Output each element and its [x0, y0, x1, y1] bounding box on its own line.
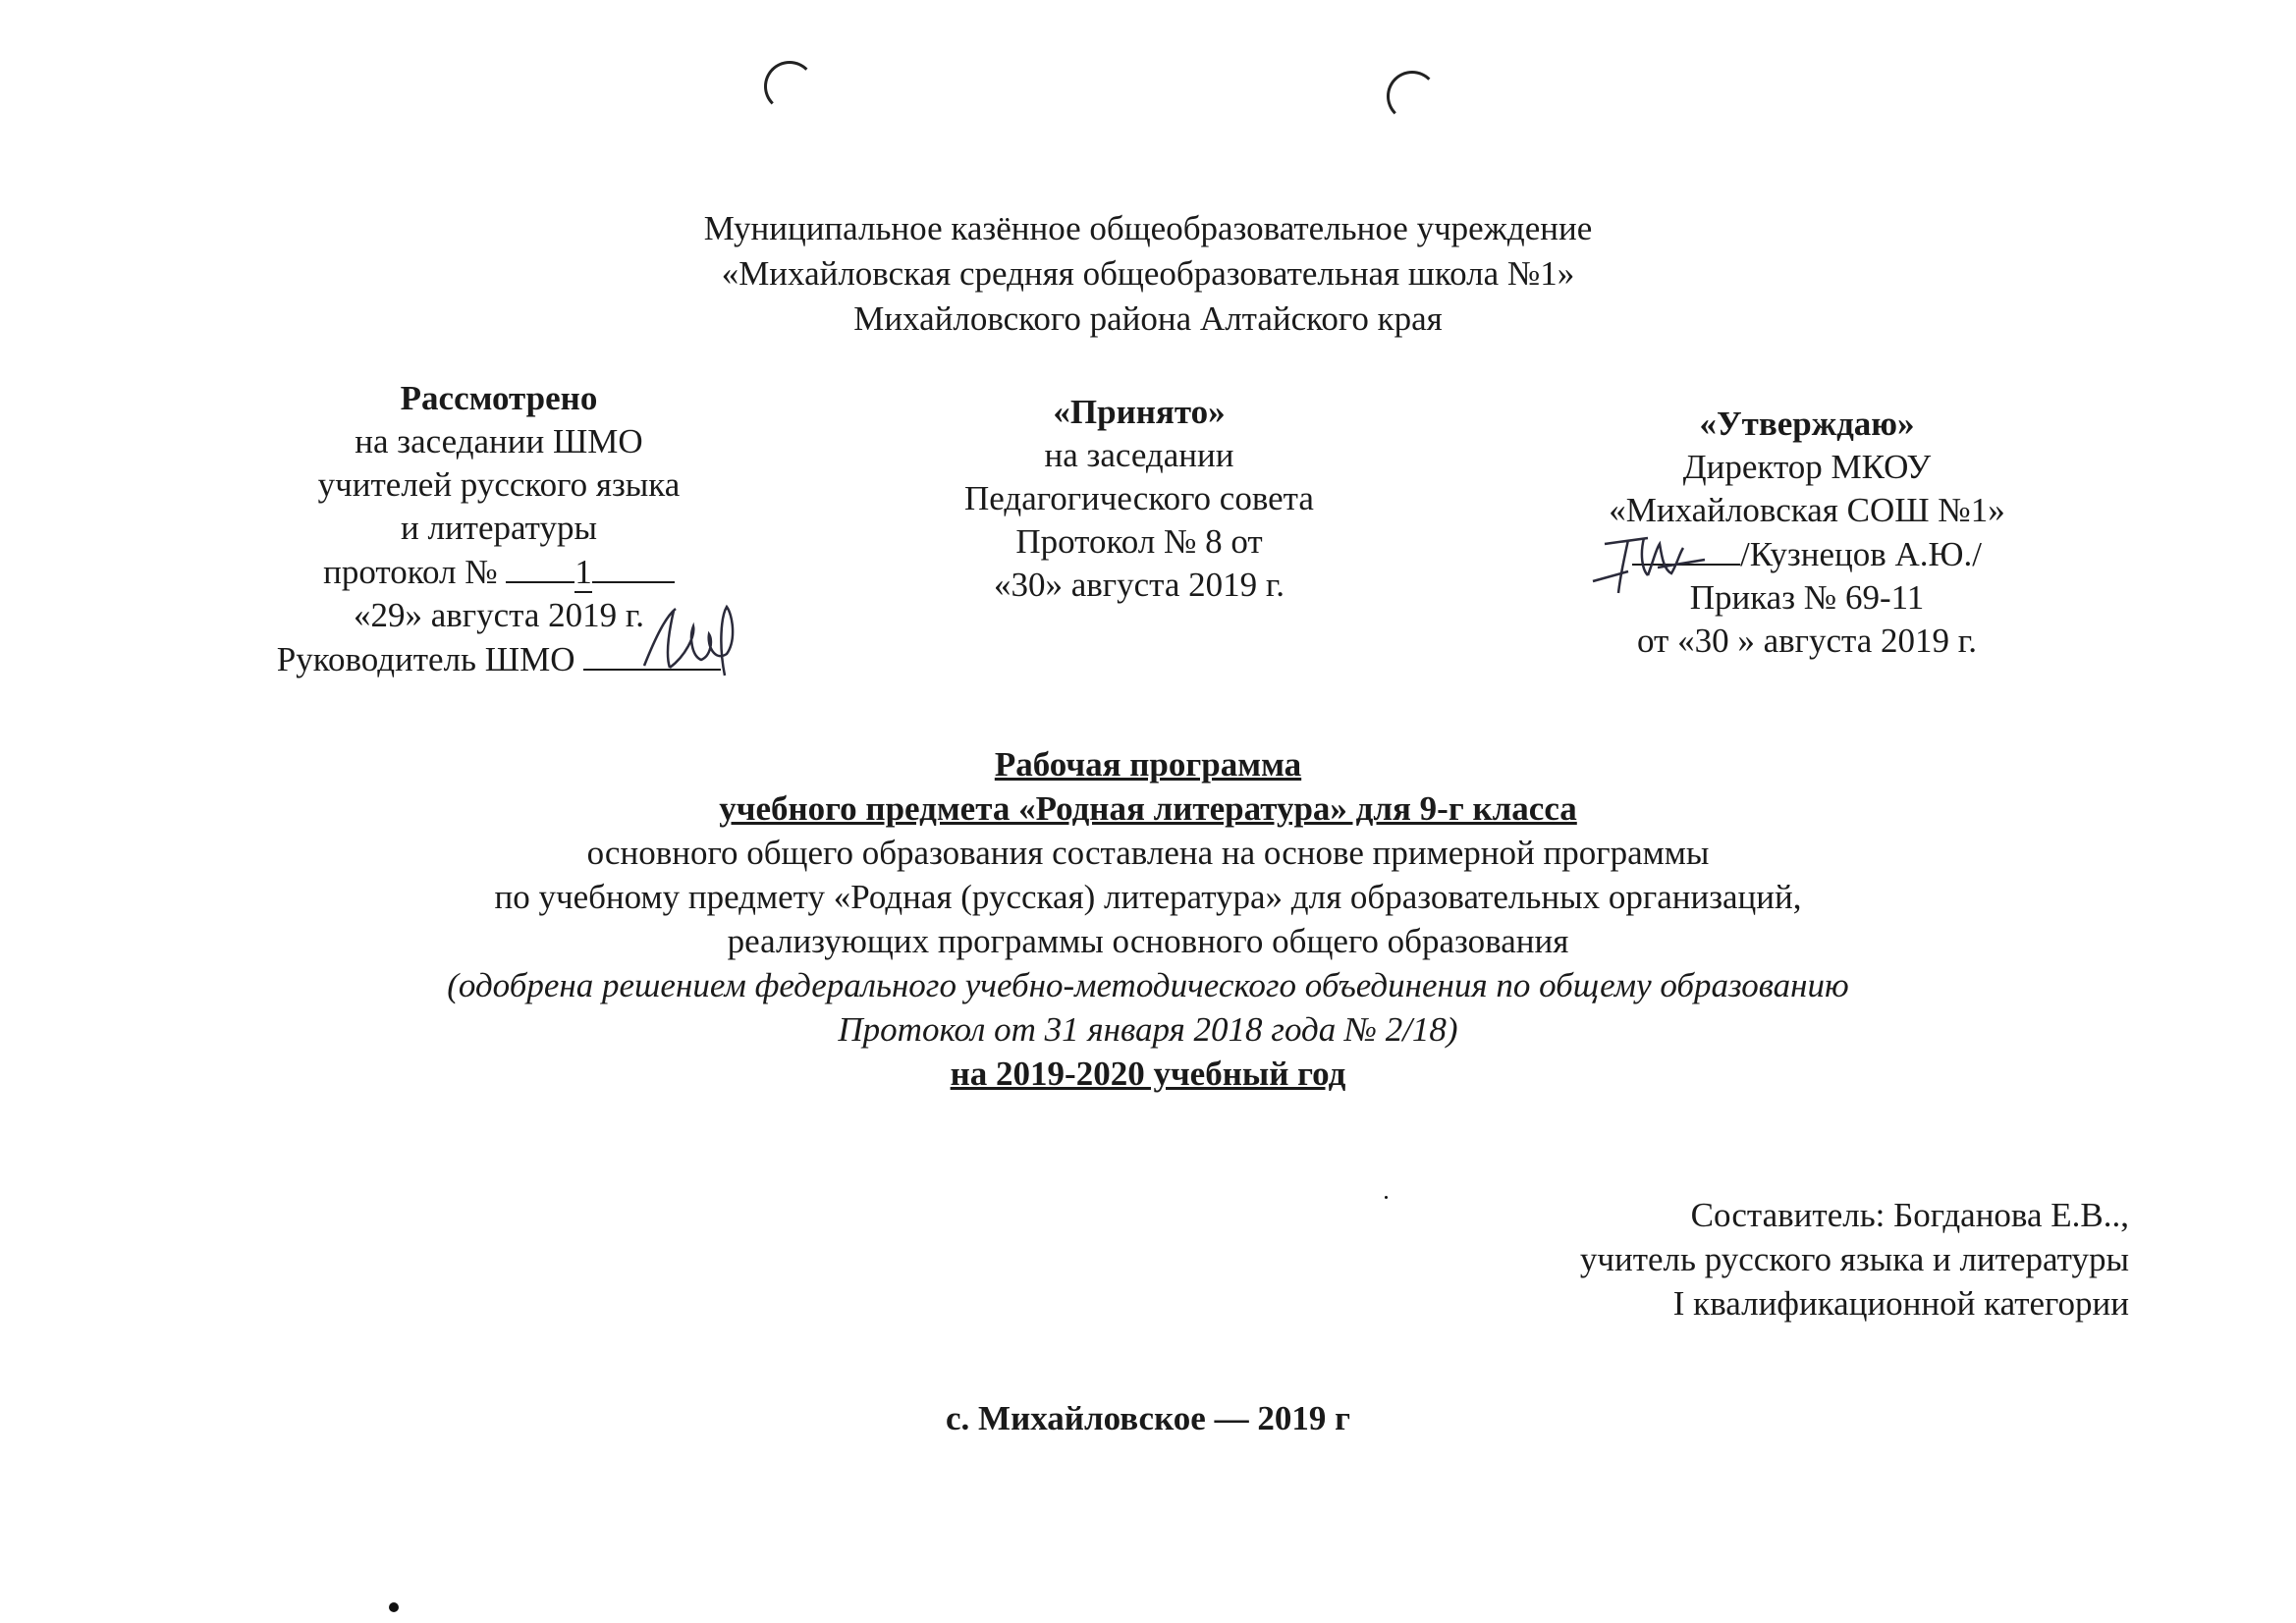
author-block — [1580, 1193, 2129, 1325]
reviewed-line-1: на заседании ШМО — [355, 422, 643, 460]
punch-hole-left — [764, 61, 815, 112]
protocol-blank-before — [506, 550, 574, 583]
program-basis-line-2: по учебному предмету «Родная (русская) литература» для образовательных организаций, — [494, 878, 1802, 916]
program-academic-year: на 2019-2020 учебный год — [950, 1055, 1346, 1093]
reviewed-line-3: и литературы — [401, 509, 597, 547]
protocol-blank-after — [592, 550, 675, 583]
approved-director-line — [1532, 532, 2082, 576]
program-title-block — [0, 742, 2296, 1096]
punch-hole-right — [1387, 71, 1438, 122]
protocol-prefix: протокол № — [323, 553, 498, 591]
institution-name: «Михайловская средняя общеобразовательная школа №1» — [721, 254, 1575, 293]
accepted-line-1: на заседании — [1044, 436, 1234, 474]
accepted-line-3: Протокол № 8 от — [1015, 522, 1263, 561]
approved-line-1: Директор МКОУ — [1682, 448, 1932, 486]
institution-header — [0, 206, 2296, 342]
accepted-heading: «Принято» — [1053, 393, 1226, 431]
approved-line-2: «Михайловская СОШ №1» — [1609, 491, 2005, 529]
author-name: Составитель: Богданова Е.В.., — [1690, 1196, 2129, 1234]
reviewed-head-signature-line — [224, 637, 774, 681]
program-title: Рабочая программа — [994, 745, 1302, 784]
institution-type: Муниципальное казённое общеобразовательное учреждение — [703, 209, 1593, 247]
author-position: учитель русского языка и литературы — [1579, 1240, 2129, 1278]
reviewed-line-2: учителей русского языка — [317, 465, 681, 504]
program-basis-line-3: реализующих программы основного общего образования — [727, 922, 1569, 960]
approved-order: Приказ № 69-11 — [1689, 578, 1925, 617]
accepted-line-4: «30» августа 2019 г. — [993, 566, 1285, 604]
protocol-number: 1 — [574, 553, 592, 591]
head-signature-blank — [583, 637, 721, 671]
program-subject: учебного предмета «Родная литература» для 9-г класса — [719, 789, 1577, 828]
director-name: /Кузнецов А.Ю./ — [1739, 535, 1982, 573]
institution-district: Михайловского района Алтайского края — [853, 299, 1443, 338]
place-year: с. Михайловское — 2019 г — [946, 1399, 1350, 1437]
reviewed-protocol — [224, 550, 774, 594]
approved-heading: «Утверждаю» — [1699, 405, 1915, 443]
stray-dot-mark — [1385, 1196, 1388, 1199]
stray-dot-bottom — [389, 1602, 399, 1612]
program-basis-line-1: основного общего образования составлена на основе примерной программы — [586, 834, 1710, 872]
approved-order-date: от «30 » августа 2019 г. — [1637, 622, 1977, 660]
approved-block — [1532, 403, 2082, 663]
reviewed-date: «29» августа 2019 г. — [353, 596, 645, 634]
program-approval-note: (одобрена решением федерального учебно-методического объединения по общему образованию — [447, 966, 1849, 1004]
head-label: Руководитель ШМО — [276, 640, 575, 678]
accepted-block — [884, 391, 1394, 607]
reviewed-heading: Рассмотрено — [400, 379, 598, 417]
reviewed-block — [224, 377, 774, 681]
accepted-line-2: Педагогического совета — [964, 479, 1314, 517]
author-category: I квалификационной категории — [1672, 1284, 2129, 1323]
director-signature-blank — [1632, 532, 1740, 566]
program-protocol-note: Протокол от 31 января 2018 года № 2/18) — [838, 1010, 1458, 1049]
